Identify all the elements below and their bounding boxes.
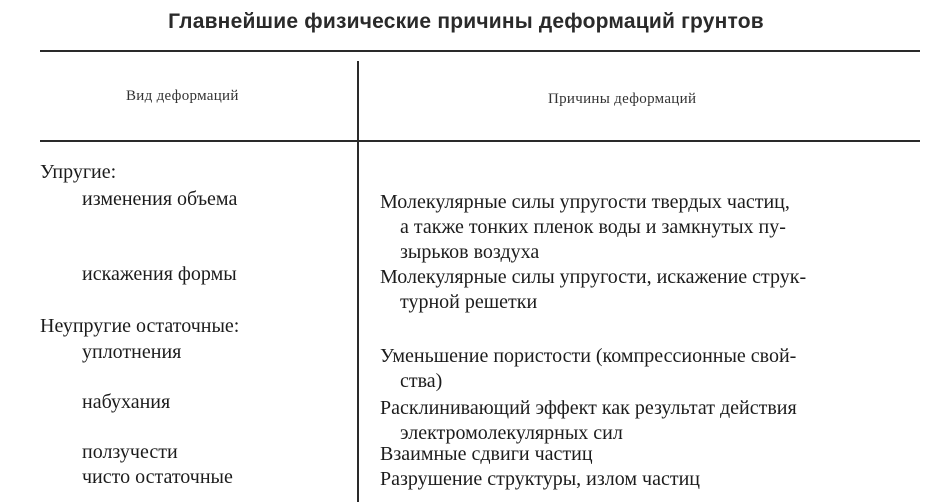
column-divider xyxy=(357,61,359,502)
deformation-type-5: чисто остаточные xyxy=(82,466,233,488)
cause-1-line-0: Молекулярные силы упругости, искажение струк- xyxy=(380,266,807,288)
cause-0-line-2: зырьков воздуха xyxy=(400,241,540,263)
cause-4-line-0: Взаимные сдвиги частиц xyxy=(380,443,593,465)
cause-2 xyxy=(380,344,920,394)
cause-2-line-1: ства) xyxy=(400,370,443,392)
header-deformation-type: Вид деформаций xyxy=(126,88,239,104)
top-rule xyxy=(40,50,920,52)
cause-1 xyxy=(380,265,920,315)
cause-1-line-1: турной решетки xyxy=(400,291,538,313)
deformation-type-4: ползучести xyxy=(82,441,178,463)
deformation-type-2: уплотнения xyxy=(82,341,182,363)
header-causes: Причины деформаций xyxy=(548,91,697,107)
cause-0 xyxy=(380,190,920,265)
cause-3-line-0: Расклинивающий эффект как результат действия xyxy=(380,397,797,419)
cause-0-line-1: а также тонких пленок воды и замкнутых пу- xyxy=(400,216,786,238)
cause-4 xyxy=(380,442,920,467)
cause-2-line-0: Уменьшение пористости (компрессионные свой- xyxy=(380,345,797,367)
cause-3 xyxy=(380,396,920,446)
cause-3-line-1: электромолекулярных сил xyxy=(400,422,623,444)
deformation-type-3: набухания xyxy=(82,391,171,413)
deformation-type-1: искажения формы xyxy=(82,263,237,285)
cause-0-line-0: Молекулярные силы упругости твердых частиц, xyxy=(380,191,790,213)
cause-5-line-0: Разрушение структуры, излом частиц xyxy=(380,468,700,490)
group-label-inelastic: Неупругие остаточные: xyxy=(40,315,240,337)
cause-5 xyxy=(380,467,920,492)
group-label-elastic: Упругие: xyxy=(40,161,117,183)
deformation-type-0: изменения объема xyxy=(82,188,238,210)
header-rule xyxy=(40,140,920,142)
table-title: Главнейшие физические причины деформаций грунтов xyxy=(168,10,764,33)
